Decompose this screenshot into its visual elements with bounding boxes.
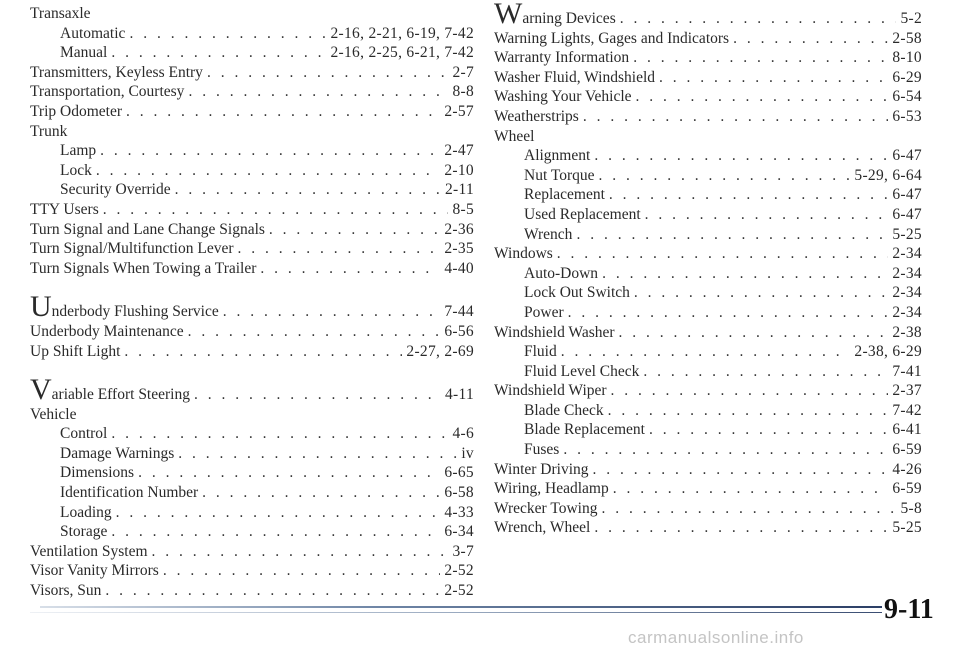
index-entry-transportation-courtesy <box>30 82 474 102</box>
entry-page-refs: 5-25 <box>892 519 922 537</box>
index-entry-tty-users <box>30 200 474 220</box>
entry-label-text: Security Override <box>60 181 171 199</box>
entry-page-refs: 2-38 <box>892 323 922 341</box>
dot-leader <box>178 444 457 464</box>
entry-page-refs: 2-36 <box>444 220 474 238</box>
dot-leader <box>613 479 889 499</box>
entry-label-text: Damage Warnings <box>60 444 175 462</box>
entry-label <box>524 440 559 460</box>
index-entry-underbody-maintenance <box>30 322 474 342</box>
entry-label <box>60 43 107 63</box>
entry-label-text: Lock Out Switch <box>524 284 630 302</box>
dot-leader <box>594 518 888 538</box>
entry-label <box>60 503 112 523</box>
index-entry-transmitters-keyless-entry <box>30 63 474 83</box>
entry-label-text: Loading <box>60 503 112 521</box>
index-entry-variable-effort-steering <box>30 373 474 407</box>
index-entry-auto-down <box>494 264 922 284</box>
page-number: 9-11 <box>884 594 934 625</box>
entry-label <box>30 542 148 562</box>
dot-leader <box>633 48 888 68</box>
entry-label-text: Weatherstrips <box>494 107 579 125</box>
entry-label <box>524 362 639 382</box>
entry-label-text: arning Devices <box>522 10 616 27</box>
dot-leader <box>611 381 889 401</box>
entry-label <box>30 200 99 220</box>
dot-leader <box>620 9 897 29</box>
dot-leader <box>568 303 889 323</box>
dot-leader <box>103 200 449 220</box>
entry-label <box>30 561 159 581</box>
index-entry-wrench <box>494 225 922 245</box>
entry-label <box>494 381 607 401</box>
entry-page-refs: iv <box>461 444 474 462</box>
index-entry-washing-your-vehicle <box>494 87 922 107</box>
entry-label <box>494 87 632 107</box>
index-entry-winter-driving <box>494 460 922 480</box>
dot-leader <box>138 463 440 483</box>
dot-leader <box>194 385 441 405</box>
dot-leader <box>634 283 888 303</box>
entry-label-text: Transportation, Courtesy <box>30 83 185 101</box>
dot-leader <box>608 401 889 421</box>
dot-leader <box>594 146 888 166</box>
entry-label-text: Windshield Washer <box>494 323 615 341</box>
section-initial: U <box>30 290 52 324</box>
index-entry-identification-number <box>30 483 474 503</box>
index-entry-warning-devices <box>494 0 922 30</box>
index-entry-trip-odometer <box>30 102 474 122</box>
index-entry-control <box>30 424 474 444</box>
dot-leader <box>619 323 889 343</box>
entry-label-text: Lamp <box>60 142 97 160</box>
entry-label-text: Storage <box>60 523 108 541</box>
dot-leader <box>96 161 441 181</box>
footer-rule <box>40 606 882 608</box>
entry-label <box>494 479 609 499</box>
index-entry-weatherstrips <box>494 107 922 127</box>
entry-label-text: Replacement <box>524 186 605 204</box>
entry-label-text: Windshield Wiper <box>494 382 607 400</box>
dot-leader <box>100 141 440 161</box>
entry-label-text: Underbody Maintenance <box>30 322 184 340</box>
entry-label-text: Turn Signals When Towing a Trailer <box>30 259 257 277</box>
dot-leader <box>152 542 449 562</box>
dot-leader <box>116 503 441 523</box>
entry-label <box>494 244 553 264</box>
entry-label <box>60 444 174 464</box>
entry-label-text: Up Shift Light <box>30 342 121 360</box>
entry-page-refs: 6-54 <box>892 88 922 106</box>
entry-label <box>524 264 598 284</box>
index-entry-fuses <box>494 440 922 460</box>
entry-label-text: Windows <box>494 245 553 263</box>
index-entry-damage-warnings <box>30 444 474 464</box>
entry-label <box>494 460 589 480</box>
entry-page-refs: 2-16, 2-25, 6-21, 7-42 <box>330 44 474 62</box>
entry-label <box>494 29 729 49</box>
entry-label <box>30 342 120 362</box>
index-entry-visor-vanity-mirrors <box>30 561 474 581</box>
entry-label-text: Blade Replacement <box>524 421 645 439</box>
entry-label-text: Ventilation System <box>30 542 148 560</box>
entry-page-refs: 2-37 <box>892 382 922 400</box>
entry-page-refs: 7-41 <box>892 362 922 380</box>
entry-label <box>494 107 579 127</box>
entry-label-text: Fluid <box>524 343 557 361</box>
index-entry-underbody-flushing-service <box>30 290 474 324</box>
entry-label <box>30 373 190 407</box>
entry-label <box>60 483 198 503</box>
entry-page-refs: 7-44 <box>444 303 474 321</box>
index-entry-lock-out-switch <box>494 283 922 303</box>
entry-label <box>30 63 203 83</box>
dot-leader <box>238 239 441 259</box>
entry-page-refs: 2-27, 2-69 <box>406 342 474 360</box>
dot-leader <box>202 483 440 503</box>
entry-page-refs: 6-34 <box>444 523 474 541</box>
entry-label-text: Blade Check <box>524 401 604 419</box>
entry-label-text: Power <box>524 303 564 321</box>
index-entry-blade-check <box>494 401 922 421</box>
entry-page-refs: 2-34 <box>892 284 922 302</box>
index-entry-wrench-wheel <box>494 518 922 538</box>
index-entry-manual <box>30 43 474 63</box>
entry-label <box>494 68 655 88</box>
dot-leader <box>124 342 402 362</box>
entry-page-refs: 2-47 <box>444 142 474 160</box>
entry-label-text: Identification Number <box>60 484 199 502</box>
entry-label <box>494 323 615 343</box>
dot-leader <box>659 68 888 88</box>
index-entry-power <box>494 303 922 323</box>
entry-page-refs: 2-7 <box>452 63 474 81</box>
dot-leader <box>188 82 448 102</box>
entry-label-text: Manual <box>60 44 108 62</box>
index-entry-up-shift-light <box>30 342 474 362</box>
dot-leader <box>188 322 441 342</box>
dot-leader <box>583 107 889 127</box>
entry-label <box>524 420 645 440</box>
entry-label-text: Dimensions <box>60 464 135 482</box>
entry-label-text: Warranty Information <box>494 49 630 67</box>
index-entry-blade-replacement <box>494 420 922 440</box>
entry-page-refs: 2-58 <box>892 29 922 47</box>
entry-label-text: Turn Signal/Multifunction Lever <box>30 240 234 258</box>
index-entry-windshield-wiper <box>494 381 922 401</box>
entry-label <box>524 283 630 303</box>
index-heading-wheel: Wheel <box>494 127 535 145</box>
entry-page-refs: 4-11 <box>444 386 474 404</box>
entry-label-text: Trip Odometer <box>30 102 122 120</box>
entry-label <box>60 424 107 444</box>
entry-page-refs: 6-47 <box>892 147 922 165</box>
index-entry-lamp <box>30 141 474 161</box>
section-initial: W <box>494 0 523 30</box>
index-entry-alignment <box>494 146 922 166</box>
entry-label-text: Nut Torque <box>524 166 595 184</box>
index-entry-warranty-information <box>494 48 922 68</box>
index-column-left <box>30 4 474 601</box>
dot-leader <box>563 440 888 460</box>
entry-label-text: Fluid Level Check <box>524 362 640 380</box>
entry-label <box>60 161 92 181</box>
entry-page-refs: 8-10 <box>892 49 922 67</box>
entry-page-refs: 6-65 <box>444 464 474 482</box>
dot-leader <box>111 43 326 63</box>
entry-label-text: Wrecker Towing <box>494 499 598 517</box>
entry-label <box>30 290 219 324</box>
index-entry-turn-signals-when-towing-a-trailer <box>30 259 474 279</box>
entry-page-refs: 6-29 <box>892 68 922 86</box>
index-entry-storage <box>30 522 474 542</box>
entry-page-refs: 2-34 <box>892 264 922 282</box>
dot-leader <box>260 259 440 279</box>
entry-label-text: Alignment <box>524 147 591 165</box>
dot-leader <box>593 460 889 480</box>
dot-leader <box>111 522 440 542</box>
entry-page-refs: 5-29, 6-64 <box>854 166 922 184</box>
entry-label <box>524 303 564 323</box>
entry-page-refs: 4-40 <box>444 259 474 277</box>
entry-label <box>494 499 597 519</box>
entry-label-text: Automatic <box>60 24 126 42</box>
entry-page-refs: 3-7 <box>452 542 474 560</box>
entry-label-text: Transmitters, Keyless Entry <box>30 63 203 81</box>
entry-label-text: Auto-Down <box>524 264 599 282</box>
dot-leader <box>645 205 889 225</box>
entry-label <box>60 463 134 483</box>
dot-leader <box>557 244 889 264</box>
entry-page-refs: 6-59 <box>892 480 922 498</box>
entry-label-text: Wrench, Wheel <box>494 519 591 537</box>
dot-leader <box>599 166 851 186</box>
index-entry-replacement <box>494 185 922 205</box>
entry-label-text: Visor Vanity Mirrors <box>30 562 159 580</box>
index-entry-visors-sun <box>30 581 474 601</box>
entry-page-refs: 2-52 <box>444 562 474 580</box>
entry-page-refs: 6-58 <box>444 484 474 502</box>
entry-label <box>494 518 590 538</box>
entry-label <box>30 322 184 342</box>
dot-leader <box>175 180 441 200</box>
entry-page-refs: 7-42 <box>892 401 922 419</box>
entry-label <box>524 185 605 205</box>
entry-label <box>30 239 234 259</box>
dot-leader <box>602 264 888 284</box>
index-entry-turn-signal-and-lane-change-signals <box>30 220 474 240</box>
entry-label-text: Wrench <box>524 225 573 243</box>
entry-label <box>494 48 629 68</box>
entry-label <box>30 102 122 122</box>
entry-label-text: Used Replacement <box>524 205 641 223</box>
index-entry-wrecker-towing <box>494 499 922 519</box>
index-entry-windows <box>494 244 922 264</box>
entry-page-refs: 5-2 <box>900 10 922 27</box>
dot-leader <box>636 87 889 107</box>
entry-label <box>30 581 101 601</box>
entry-label <box>524 166 595 186</box>
entry-label-text: Washing Your Vehicle <box>494 88 632 106</box>
entry-label-text: ariable Effort Steering <box>51 386 190 404</box>
entry-page-refs: 2-57 <box>444 102 474 120</box>
watermark-link[interactable]: carmanualsonline.info <box>628 628 804 647</box>
index-entry-wiring-headlamp <box>494 479 922 499</box>
dot-leader <box>733 29 888 49</box>
index-entry-lock <box>30 161 474 181</box>
dot-leader <box>576 225 888 245</box>
entry-page-refs: 8-8 <box>452 83 474 101</box>
entry-label <box>30 220 265 240</box>
entry-page-refs: 4-33 <box>444 503 474 521</box>
entry-label <box>60 24 125 44</box>
section-initial: V <box>30 373 52 407</box>
dot-leader <box>269 220 440 240</box>
index-heading-transaxle: Transaxle <box>30 5 91 22</box>
entry-page-refs: 2-52 <box>444 582 474 600</box>
section-gap <box>30 361 474 380</box>
dot-leader <box>561 342 851 362</box>
entry-label-text: Wiring, Headlamp <box>494 480 609 498</box>
index-entry-automatic <box>30 24 474 44</box>
index-entry-dimensions <box>30 463 474 483</box>
footer-rule-thin <box>30 612 882 613</box>
entry-page-refs: 2-16, 2-21, 6-19, 7-42 <box>330 24 474 42</box>
dot-leader <box>126 102 440 122</box>
entry-label-text: TTY Users <box>30 200 99 218</box>
dot-leader <box>601 499 896 519</box>
index-entry-washer-fluid-windshield <box>494 68 922 88</box>
entry-page-refs: 6-47 <box>892 205 922 223</box>
entry-page-refs: 5-8 <box>900 499 922 517</box>
dot-leader <box>105 581 440 601</box>
dot-leader <box>111 424 448 444</box>
entry-page-refs: 5-25 <box>892 225 922 243</box>
dot-leader <box>643 362 888 382</box>
entry-page-refs: 8-5 <box>452 200 474 218</box>
entry-page-refs: 2-34 <box>892 303 922 321</box>
entry-label-text: Turn Signal and Lane Change Signals <box>30 220 265 238</box>
index-entry-security-override <box>30 180 474 200</box>
entry-label-text: Warning Lights, Gages and Indicators <box>494 29 730 47</box>
index-entry-windshield-washer <box>494 323 922 343</box>
entry-page-refs: 6-56 <box>444 322 474 340</box>
index-column-right <box>494 0 922 538</box>
entry-page-refs: 2-38, 6-29 <box>854 343 922 361</box>
index-entry-used-replacement <box>494 205 922 225</box>
section-gap <box>30 278 474 297</box>
entry-label-text: Control <box>60 425 108 443</box>
entry-label-text: nderbody Flushing Service <box>51 303 219 321</box>
entry-label <box>60 141 96 161</box>
index-entry-nut-torque <box>494 166 922 186</box>
entry-page-refs: 4-26 <box>892 460 922 478</box>
index-entry-warning-lights-gages-and-indicators <box>494 29 922 49</box>
dot-leader <box>129 24 326 44</box>
index-entry-fluid-level-check <box>494 362 922 382</box>
entry-label-text: Washer Fluid, Windshield <box>494 68 656 86</box>
dot-leader <box>223 302 441 322</box>
entry-label-text: Fuses <box>524 441 560 459</box>
dot-leader <box>609 185 888 205</box>
entry-page-refs: 2-34 <box>892 245 922 263</box>
entry-label <box>524 205 641 225</box>
entry-label <box>524 342 557 362</box>
entry-page-refs: 4-6 <box>452 425 474 443</box>
entry-label <box>524 146 590 166</box>
dot-leader <box>207 63 449 83</box>
entry-page-refs: 6-59 <box>892 441 922 459</box>
entry-page-refs: 6-41 <box>892 421 922 439</box>
index-entry-turn-signal-multifunction-lever <box>30 239 474 259</box>
entry-page-refs: 6-47 <box>892 186 922 204</box>
entry-label <box>524 401 604 421</box>
dot-leader <box>649 420 888 440</box>
entry-label <box>30 259 256 279</box>
index-entry-loading <box>30 503 474 523</box>
entry-page-refs: 6-53 <box>892 107 922 125</box>
index-entry-fluid <box>494 342 922 362</box>
entry-label-text: Visors, Sun <box>30 582 102 600</box>
entry-label <box>60 522 107 542</box>
index-heading-vehicle: Vehicle <box>30 405 77 423</box>
entry-label <box>524 225 572 245</box>
entry-label-text: Lock <box>60 161 92 179</box>
entry-page-refs: 2-35 <box>444 240 474 258</box>
entry-label <box>494 0 616 30</box>
entry-page-refs: 2-10 <box>444 161 474 179</box>
entry-label-text: Winter Driving <box>494 460 589 478</box>
entry-page-refs: 2-11 <box>444 181 474 199</box>
dot-leader <box>163 561 441 581</box>
entry-label <box>60 180 171 200</box>
index-heading-trunk: Trunk <box>30 122 68 140</box>
index-entry-ventilation-system <box>30 542 474 562</box>
entry-label <box>30 82 184 102</box>
